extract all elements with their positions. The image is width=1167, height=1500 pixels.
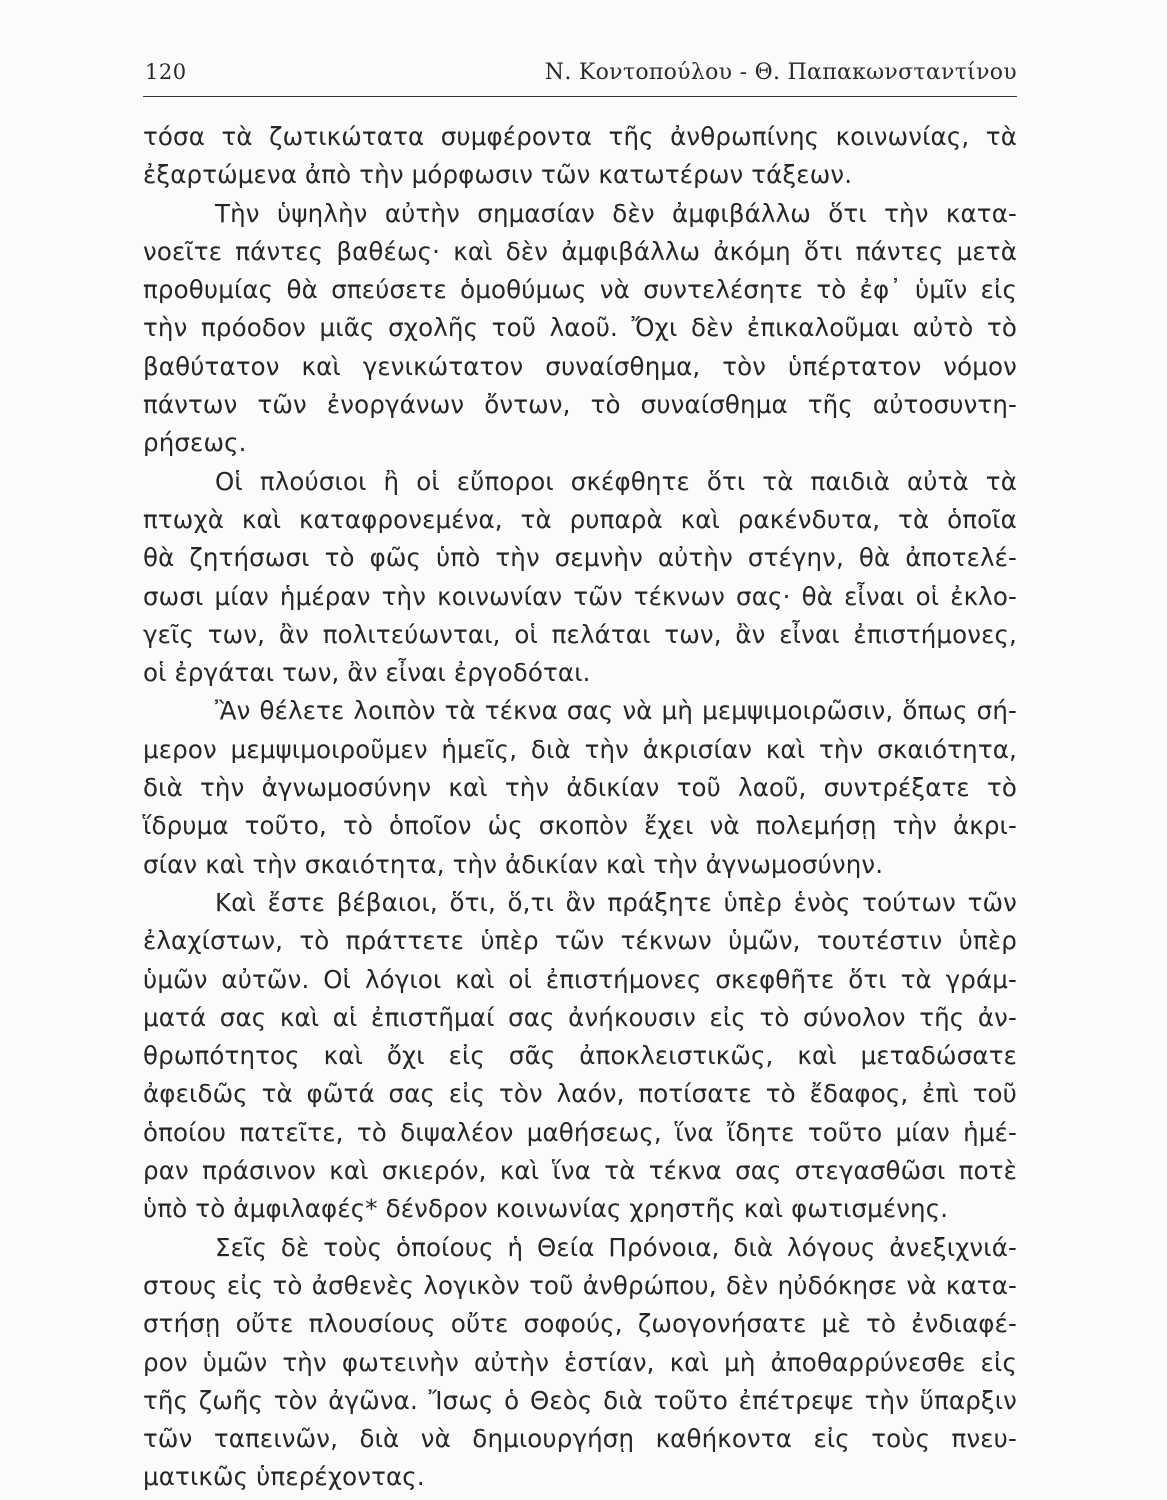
text-line: σίαν καὶ τὴν σκαιότητα, τὴν ἀδικίαν καὶ τὴν ἀγνωμοσύνην. bbox=[143, 849, 884, 879]
text-line: ἵδρυμα τοῦτο, τὸ ὁποῖον ὡς σκοπὸν ἔχει νὰ πολεμήσῃ τὴν ἀκρι- bbox=[143, 811, 1017, 841]
page-header bbox=[143, 52, 1017, 97]
text-line: νοεῖτε πάντες βαθέως· καὶ δὲν ἀμφιβάλλω ἀκόμη ὅτι πάντες μετὰ bbox=[143, 236, 1017, 266]
text-line: ματικῶς ὑπερέχοντας. bbox=[143, 1462, 425, 1492]
text-line: ἀφειδῶς τὰ φῶτά σας εἰς τὸν λαόν, ποτίσατε τὸ ἔδαφος, ἐπὶ τοῦ bbox=[143, 1079, 1017, 1109]
text-line: στους εἰς τὸ ἀσθενὲς λογικὸν τοῦ ἀνθρώπου, δὲν ηὐδόκησε νὰ κατα- bbox=[143, 1270, 1017, 1300]
text-line: γεῖς των, ἂν πολιτεύωνται, οἱ πελάται των, ἂν εἶναι ἐπιστήμονες, bbox=[143, 619, 1017, 649]
text-line: τὴν πρόοδον μιᾶς σχολῆς τοῦ λαοῦ. Ὄχι δὲν ἐπικαλοῦμαι αὐτὸ τὸ bbox=[143, 313, 1017, 343]
text-line: τῆς ζωῆς τὸν ἀγῶνα. Ἴσως ὁ Θεὸς διὰ τοῦτο ἐπέτρεψε τὴν ὕπαρξιν bbox=[143, 1385, 1017, 1415]
text-line: τῶν ταπεινῶν, διὰ νὰ δημιουργήσῃ καθήκοντα εἰς τοὺς πνευ- bbox=[143, 1424, 1017, 1454]
text-line: μερον μεμψιμοιροῦμεν ἡμεῖς, διὰ τὴν ἀκρισίαν καὶ τὴν σκαιότητα, bbox=[143, 734, 1017, 764]
text-line: ρον ὑμῶν τὴν φωτεινὴν αὐτὴν ἑστίαν, καὶ μὴ ἀποθαρρύνεσθε εἰς bbox=[143, 1347, 1017, 1377]
text-line: Καὶ ἔστε βέβαιοι, ὅτι, ὅ,τι ἂν πράξητε ὑπὲρ ἑνὸς τούτων τῶν bbox=[215, 887, 1017, 917]
text-line: πάντων τῶν ἐνοργάνων ὄντων, τὸ συναίσθημα τῆς αὐτοσυντη- bbox=[143, 390, 1017, 420]
text-line: θρωπότητος καὶ ὄχι εἰς σᾶς ἀποκλειστικῶς, καὶ μεταδώσατε bbox=[143, 1041, 1017, 1071]
text-line: ὑπὸ τὸ ἀμφιλαφές* δένδρον κοινωνίας χρηστῆς καὶ φωτισμένης. bbox=[143, 1194, 949, 1224]
text-line: βαθύτατον καὶ γενικώτατον συναίσθημα, τὸν ὑπέρτατον νόμον bbox=[143, 351, 1017, 381]
text-line: οἱ ἐργάται των, ἂν εἶναι ἐργοδόται. bbox=[143, 658, 591, 688]
text-line: Ἂν θέλετε λοιπὸν τὰ τέκνα σας νὰ μὴ μεμψιμοιρῶσιν, ὅπως σή- bbox=[215, 696, 1017, 726]
text-line: τόσα τὰ ζωτικώτατα συμφέροντα τῆς ἀνθρωπίνης κοινωνίας, τὰ bbox=[143, 122, 1017, 151]
text-line: ἐξαρτώμενα ἀπὸ τὴν μόρφωσιν τῶν κατωτέρων τάξεων. bbox=[143, 160, 853, 190]
text-line: Οἱ πλούσιοι ἢ οἱ εὔποροι σκέφθητε ὅτι τὰ παιδιὰ αὐτὰ τὰ bbox=[215, 466, 1017, 496]
text-line: στήσῃ οὔτε πλουσίους οὔτε σοφούς, ζωογονήσατε μὲ τὸ ἐνδιαφέ- bbox=[143, 1309, 1017, 1339]
text-line: Σεῖς δὲ τοὺς ὁποίους ἡ Θεία Πρόνοια, διὰ λόγους ἀνεξιχνιά- bbox=[215, 1232, 1017, 1262]
text-line: ρήσεως. bbox=[143, 428, 247, 458]
text-line: σωσι μίαν ἡμέραν τὴν κοινωνίαν τῶν τέκνων σας· θὰ εἶναι οἱ ἐκλο- bbox=[143, 581, 1017, 611]
text-line: πτωχὰ καὶ καταφρονεμένα, τὰ ρυπαρὰ καὶ ρακένδυτα, τὰ ὁποῖα bbox=[143, 504, 1017, 534]
text-line: ὁποίου πατεῖτε, τὸ διψαλέον μαθήσεως, ἵνα ἴδητε τοῦτο μίαν ἡμέ- bbox=[143, 1117, 1017, 1147]
text-line: ἐλαχίστων, τὸ πράττετε ὑπὲρ τῶν τέκνων ὑμῶν, τουτέστιν ὑπὲρ bbox=[143, 926, 1017, 956]
text-line: ὑμῶν αὐτῶν. Οἱ λόγιοι καὶ οἱ ἐπιστήμονες σκεφθῆτε ὅτι τὰ γράμ- bbox=[143, 964, 1017, 994]
page-number: 120 bbox=[145, 60, 187, 84]
text-line: ματά σας καὶ αἱ ἐπιστῆμαί σας ἀνήκουσιν εἰς τὸ σύνολον τῆς ἀν- bbox=[143, 1002, 1017, 1032]
text-line: Τὴν ὑψηλὴν αὐτὴν σημασίαν δὲν ἀμφιβάλλω ὅτι τὴν κατα- bbox=[215, 198, 1017, 228]
text-line: προθυμίας θὰ σπεύσετε ὁμοθύμως νὰ συντελέσητε τὸ ἐφ᾽ ὑμῖν εἰς bbox=[143, 275, 1017, 305]
running-head-authors: Ν. Κοντοπούλου - Θ. Παπακωνσταντίνου bbox=[544, 60, 1017, 85]
text-line: ραν πράσινον καὶ σκιερόν, καὶ ἵνα τὰ τέκνα σας στεγασθῶσι ποτὲ bbox=[143, 1156, 1017, 1186]
text-line: θὰ ζητήσωσι τὸ φῶς ὑπὸ τὴν σεμνὴν αὐτὴν στέγην, θὰ ἀποτελέ- bbox=[143, 543, 1017, 573]
text-line: διὰ τὴν ἀγνωμοσύνην καὶ τὴν ἀδικίαν τοῦ λαοῦ, συντρέξατε τὸ bbox=[143, 773, 1017, 803]
body-text bbox=[143, 118, 1017, 1497]
